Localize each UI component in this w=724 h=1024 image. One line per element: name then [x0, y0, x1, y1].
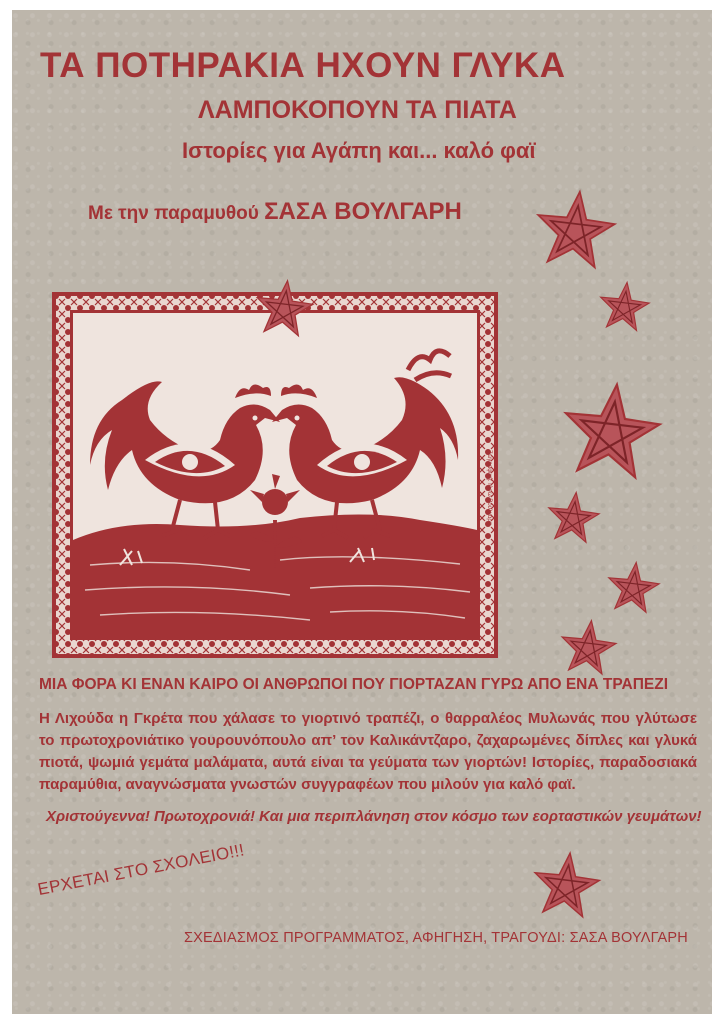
poster-title: ΤΑ ΠΟΤΗΡΑΚΙΑ ΗΧΟΥΝ ΓΛΥΚΑ [40, 46, 566, 85]
poster-subtitle: Ιστορίες για Αγάπη και... καλό φαϊ [182, 138, 536, 163]
holiday-greeting: Χριστούγεννα! Πρωτοχρονιά! Και μια περιπλάνηση στον κόσμο των εορταστικών γευμάτων! [46, 808, 702, 825]
star-icon [596, 280, 652, 336]
story-heading: ΜΙΑ ΦΟΡΑ ΚΙ ΕΝΑΝ ΚΑΙΡΟ ΟΙ ΑΝΘΡΩΠΟΙ ΠΟΥ ΓΙΟΡΤΑΖΑΝ ΓΥΡΩ ΑΠΟ ΕΝΑ ΤΡΑΠΕΖΙ [39, 676, 669, 693]
star-icon [604, 560, 662, 618]
program-credits: ΣΧΕΔΙΑΣΜΟΣ ΠΡΟΓΡΑΜΜΑΤΟΣ, ΑΦΗΓΗΣΗ, ΤΡΑΓΟΥΔΙ: ΣΑΣΑ ΒΟΥΛΓΑΡΗ [184, 930, 688, 946]
roosters-illustration [50, 290, 500, 660]
star-icon [531, 188, 619, 276]
story-paragraph: Η Λιχούδα η Γκρέτα που χάλασε το γιορτινό τραπέζι, ο θαρραλέος Μυλωνάς που γλύτωσε το πρωτοχρονιάτικο γουρουνόπουλο απ’ τον Καλικάντζαρο, ζαχαρωμένες δίπλες και γλυκά πιοτά, ψωμιά γεμάτα μαλάματα, αυτά είναι τα γεύματα των γιορτών! Ιστορίες, παραδοσιακά παραμύθια, αναγνώσματα γνωστών συγγραφέων που μιλούν για καλό φαϊ. [39, 710, 697, 793]
star-icon [529, 850, 603, 924]
storyteller-prefix: Με την παραμυθού [88, 203, 259, 224]
star-icon [544, 490, 602, 548]
school-announcement: ΕΡΧΕΤΑΙ ΣΤΟ ΣΧΟΛΕΙΟ!!! [36, 840, 246, 900]
storyteller-line [88, 198, 462, 226]
star-icon [557, 380, 665, 488]
star-icon [252, 278, 316, 342]
illustration-signature: Ζωγραφική: Ιάσω Βουλγάρη [486, 450, 492, 526]
star-icon [557, 618, 619, 680]
storyteller-name: ΣΑΣΑ ΒΟΥΛΓΑΡΗ [264, 198, 462, 225]
poster [12, 10, 712, 1014]
poster-title-line2: ΛΑΜΠΟΚΟΠΟΥΝ ΤΑ ΠΙΑΤΑ [198, 96, 517, 124]
